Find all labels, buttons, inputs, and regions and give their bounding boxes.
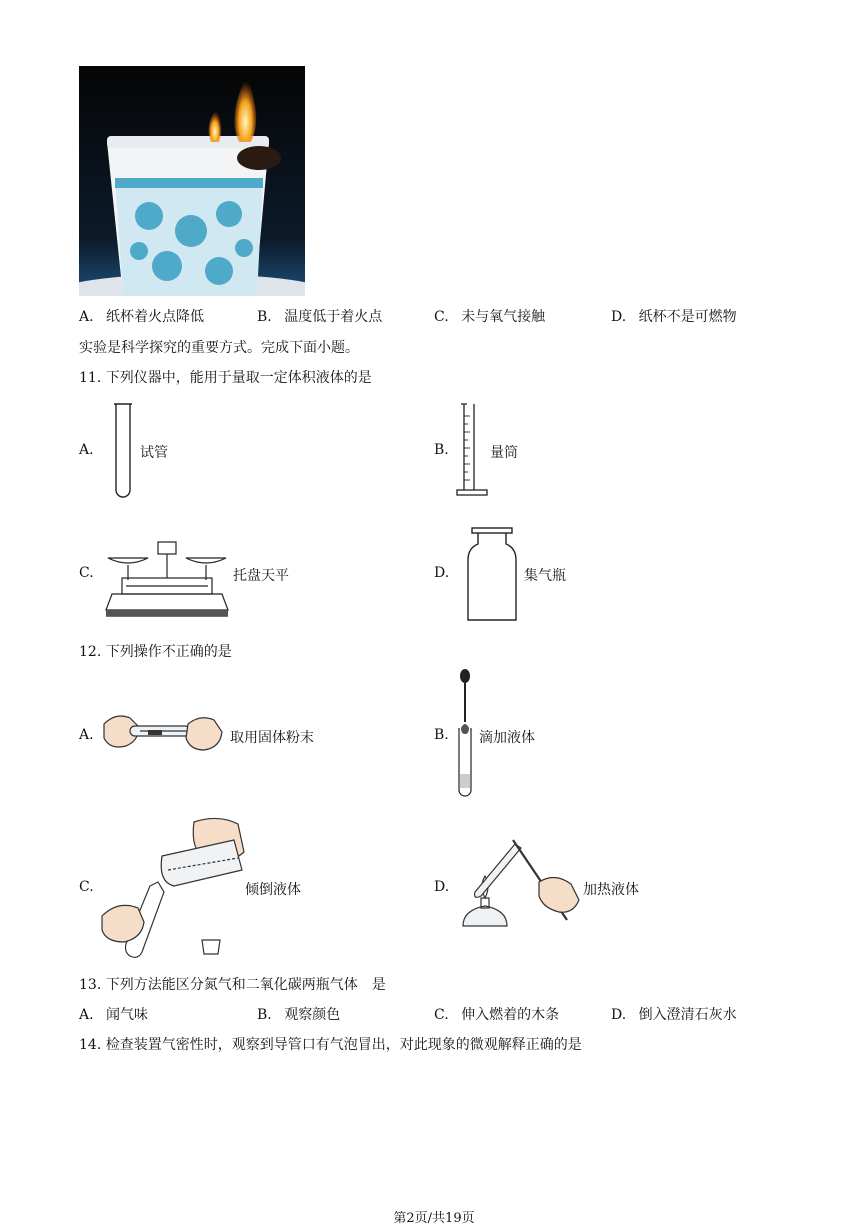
q10-option-c[interactable]: C. 未与氧气接触 [434,309,546,325]
q12-option-c-letter[interactable]: C. [79,879,94,895]
q12-option-d-text: 加热液体 [583,882,639,898]
q12-stem: 12. 下列操作不正确的是 [79,644,232,660]
q13-option-b[interactable]: B. 观察颜色 [257,1007,341,1023]
heating-liquid-icon [455,836,585,940]
q12-option-a-letter[interactable]: A. [79,727,94,743]
powder-sampling-icon [100,710,226,756]
q12-option-c-text: 倾倒液体 [245,882,301,898]
balance-scale-icon [104,538,230,622]
q11-option-c-text: 托盘天平 [233,568,289,584]
graduated-cylinder-icon [455,402,489,498]
dropper-icon [455,668,479,800]
gas-bottle-icon [466,526,518,622]
q13-option-a[interactable]: A. 闻气味 [79,1007,149,1023]
q14-stem: 14. 检查装置气密性时，观察到导管口有气泡冒出，对此现象的微观解释正确的是 [79,1037,582,1053]
q12-option-b-letter[interactable]: B. [434,727,449,743]
q11-option-a-text: 试管 [140,445,168,461]
q11-option-d-letter[interactable]: D. [434,565,450,581]
q10-option-a[interactable]: A. 纸杯着火点降低 [79,309,205,325]
q11-option-b-text: 量筒 [490,445,518,461]
q11-option-c-letter[interactable]: C. [79,565,94,581]
q12-option-d-letter[interactable]: D. [434,879,450,895]
q11-option-a-letter[interactable]: A. [79,442,94,458]
q10-option-b[interactable]: B. 温度低于着火点 [257,309,383,325]
q10-option-d[interactable]: D. 纸杯不是可燃物 [611,309,737,325]
q12-option-b-text: 滴加液体 [479,730,535,746]
q11-option-b-letter[interactable]: B. [434,442,449,458]
page-footer: 第2页/共19页 [393,1211,475,1226]
pouring-liquid-icon [98,812,248,962]
burning-cup-photo [79,66,305,296]
q11-option-d-text: 集气瓶 [524,568,566,584]
intro-text: 实验是科学探究的重要方式。完成下面小题。 [79,340,359,356]
q13-option-d[interactable]: D. 倒入澄清石灰水 [611,1007,737,1023]
q11-stem: 11. 下列仪器中，能用于量取一定体积液体的是 [79,370,372,386]
q13-stem: 13. 下列方法能区分氮气和二氧化碳两瓶气体 是 [79,977,386,993]
test-tube-icon [111,404,135,504]
q12-option-a-text: 取用固体粉末 [230,730,314,746]
q13-option-c[interactable]: C. 伸入燃着的木条 [434,1007,560,1023]
